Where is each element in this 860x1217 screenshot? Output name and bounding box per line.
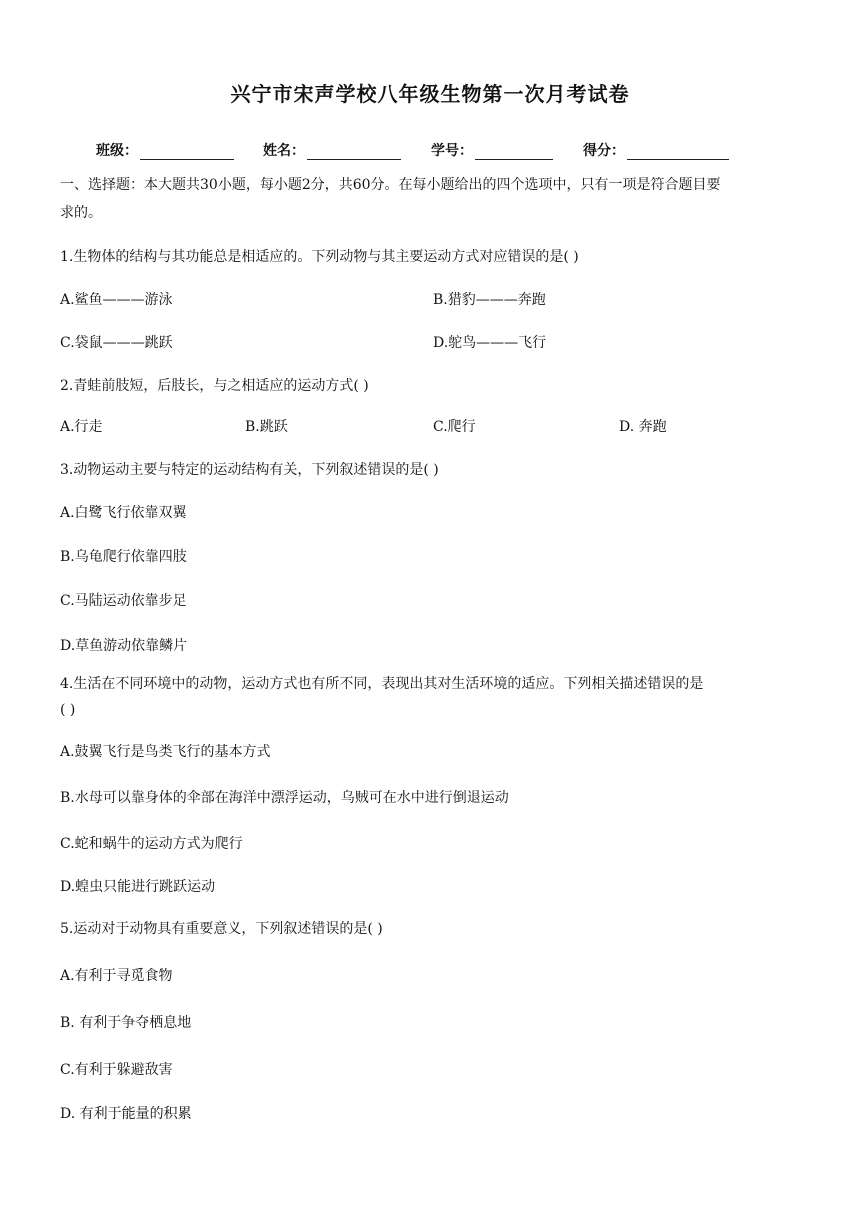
question-4-option-b[interactable]: B.水母可以靠身体的伞部在海洋中漂浮运动，乌贼可在水中进行倒退运动 (60, 790, 509, 806)
question-4-option-a[interactable]: A.鼓翼飞行是鸟类飞行的基本方式 (60, 744, 271, 760)
student-info-row (0, 140, 860, 164)
question-3-option-c[interactable]: C.马陆运动依靠步足 (60, 593, 187, 609)
class-blank[interactable] (140, 143, 234, 160)
question-5-stem: 5.运动对于动物具有重要意义，下列叙述错误的是( ) (60, 921, 383, 937)
question-3-option-b[interactable]: B.乌龟爬行依靠四肢 (60, 549, 187, 565)
question-4-option-d[interactable]: D.蝗虫只能进行跳跃运动 (60, 879, 216, 895)
name-blank[interactable] (307, 143, 401, 160)
section-intro-line-1: 一、选择题：本大题共30小题，每小题2分，共60分。在每小题给出的四个选项中，只有一项是符合题目要 (60, 177, 721, 193)
score-blank[interactable] (627, 143, 729, 160)
question-5-option-c[interactable]: C.有利于躲避敌害 (60, 1062, 173, 1078)
question-4-option-c[interactable]: C.蛇和蜗牛的运动方式为爬行 (60, 836, 243, 852)
question-4-stem-line-1: 4.生活在不同环境中的动物，运动方式也有所不同，表现出其对生活环境的适应。下列相关描述错误的是 (60, 676, 704, 692)
class-label: 班级： (96, 143, 138, 159)
student-number-label: 学号： (431, 143, 473, 159)
section-intro-line-2: 求的。 (60, 205, 102, 221)
question-5-option-d[interactable]: D. 有利于能量的积累 (60, 1106, 192, 1122)
name-field (263, 140, 401, 160)
question-4-stem-line-2: ( ) (60, 702, 76, 718)
class-field (96, 140, 234, 160)
question-1-option-d[interactable]: D.鸵鸟———飞行 (433, 335, 547, 351)
question-1-option-b[interactable]: B.猎豹———奔跑 (433, 292, 546, 308)
student-number-blank[interactable] (475, 143, 553, 160)
question-5-option-a[interactable]: A.有利于寻觅食物 (60, 968, 173, 984)
question-3-option-d[interactable]: D.草鱼游动依靠鳞片 (60, 638, 188, 654)
question-2-option-a[interactable]: A.行走 (60, 419, 103, 435)
question-2-option-d[interactable]: D. 奔跑 (619, 419, 667, 435)
question-1-stem: 1.生物体的结构与其功能总是相适应的。下列动物与其主要运动方式对应错误的是( ) (60, 249, 579, 265)
score-field (583, 140, 729, 160)
question-2-option-c[interactable]: C.爬行 (433, 419, 476, 435)
question-2-stem: 2.青蛙前肢短，后肢长，与之相适应的运动方式( ) (60, 378, 369, 394)
question-3-option-a[interactable]: A.白鹭飞行依靠双翼 (60, 505, 187, 521)
question-3-stem: 3.动物运动主要与特定的运动结构有关，下列叙述错误的是( ) (60, 462, 439, 478)
exam-title: 兴宁市宋声学校八年级生物第一次月考试卷 (230, 82, 630, 106)
score-label: 得分： (583, 143, 625, 159)
question-2-option-b[interactable]: B.跳跃 (245, 419, 288, 435)
question-1-option-c[interactable]: C.袋鼠———跳跃 (60, 335, 173, 351)
name-label: 姓名： (263, 143, 305, 159)
question-5-option-b[interactable]: B. 有利于争夺栖息地 (60, 1015, 192, 1031)
question-1-option-a[interactable]: A.鲨鱼———游泳 (60, 292, 173, 308)
student-number-field (431, 140, 553, 160)
